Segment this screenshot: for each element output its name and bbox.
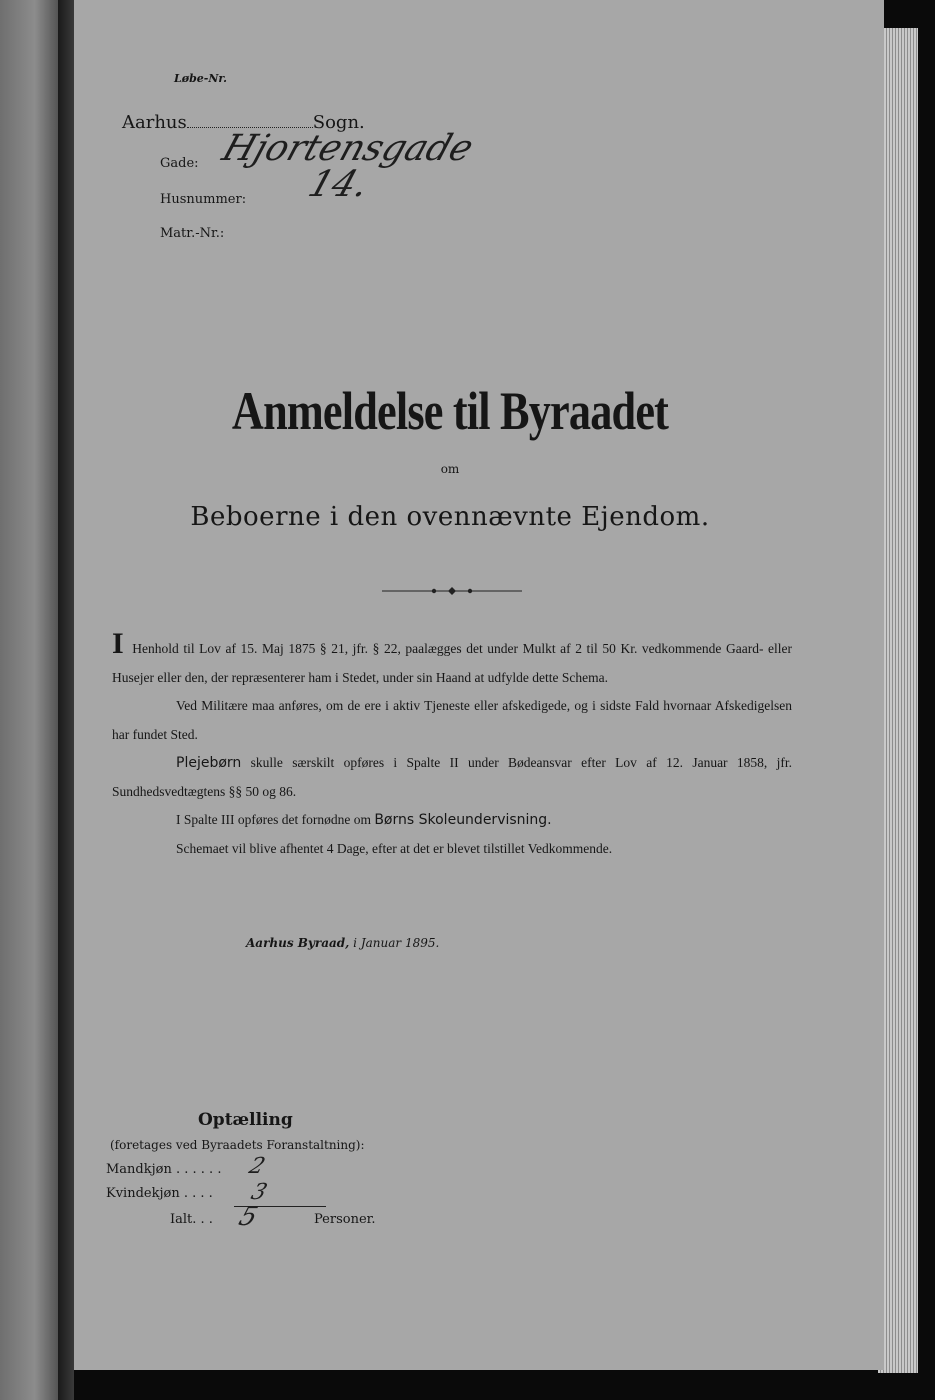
document-subtitle: Beboerne i den ovennævnte Ejendom. bbox=[190, 502, 710, 532]
title-connector: om bbox=[440, 462, 460, 476]
instructions-text bbox=[112, 627, 792, 863]
book-gutter bbox=[58, 0, 74, 1400]
kvindekjon-value: 3 bbox=[247, 1180, 271, 1205]
drop-cap: I bbox=[112, 627, 124, 660]
count-title: Optælling bbox=[198, 1110, 293, 1130]
paragraph-1: I Henhold til Lov af 15. Maj 1875 § 21, jfr. § 22, paalægges det under Mulkt af 2 til 50 Kr. vedkommende Gaard- eller Husejer eller den, der repræsenterer ham i Stedet, under sin Haand at udfylde dette Schema. bbox=[112, 627, 792, 685]
mandkjon-label: Mandkjøn . . . . . . bbox=[106, 1162, 222, 1177]
ialt-label: Ialt. . . bbox=[170, 1212, 213, 1227]
page-stack-edge bbox=[878, 28, 918, 1373]
paragraph-3: Plejebørn skulle særskilt opføres i Spalte II under Bødeansvar efter Lov af 12. Januar 1858, jfr. Sundhedsvedtægtens §§ 50 og 86. bbox=[112, 755, 792, 799]
personer-label: Personer. bbox=[314, 1212, 376, 1227]
sogn-label: Sogn. bbox=[312, 112, 365, 133]
husnummer-label: Husnummer: bbox=[160, 192, 247, 207]
facing-page-edge bbox=[0, 0, 58, 1400]
paragraph-2: Ved Militære maa anføres, om de ere i aktiv Tjeneste eller afskedigede, og i sidste Fald hvornaar Afskedigelsen har fundet Sted. bbox=[112, 698, 792, 742]
paragraph-5: Schemaet vil blive afhentet 4 Dage, efter at det er blevet tilstillet Vedkommende. bbox=[176, 840, 613, 856]
mandkjon-value: 2 bbox=[245, 1154, 269, 1179]
matr-nr-label: Matr.-Nr.: bbox=[160, 226, 225, 241]
gade-label: Gade: bbox=[160, 156, 199, 171]
document-page bbox=[74, 0, 884, 1370]
signature-line: Aarhus Byraad, i Januar 1895. bbox=[246, 936, 440, 950]
ialt-value: 5 bbox=[235, 1202, 262, 1232]
document-title: Anmeldelse til Byraadet bbox=[231, 381, 669, 441]
paragraph-4: I Spalte III opføres det fornødne om Børns Skoleundervisning. bbox=[176, 812, 552, 828]
parish-blank bbox=[187, 113, 313, 128]
husnummer-handwritten-value: 14. bbox=[303, 164, 374, 205]
lobe-nr-label: Løbe-Nr. bbox=[174, 72, 227, 85]
ornament-divider bbox=[382, 582, 522, 600]
kvindekjon-label: Kvindekjøn . . . . bbox=[106, 1186, 213, 1201]
gade-handwritten-value: Hjortensgade bbox=[217, 128, 479, 169]
count-subtitle: (foretages ved Byraadets Foranstaltning): bbox=[110, 1138, 365, 1152]
city-name: Aarhus bbox=[122, 112, 187, 133]
